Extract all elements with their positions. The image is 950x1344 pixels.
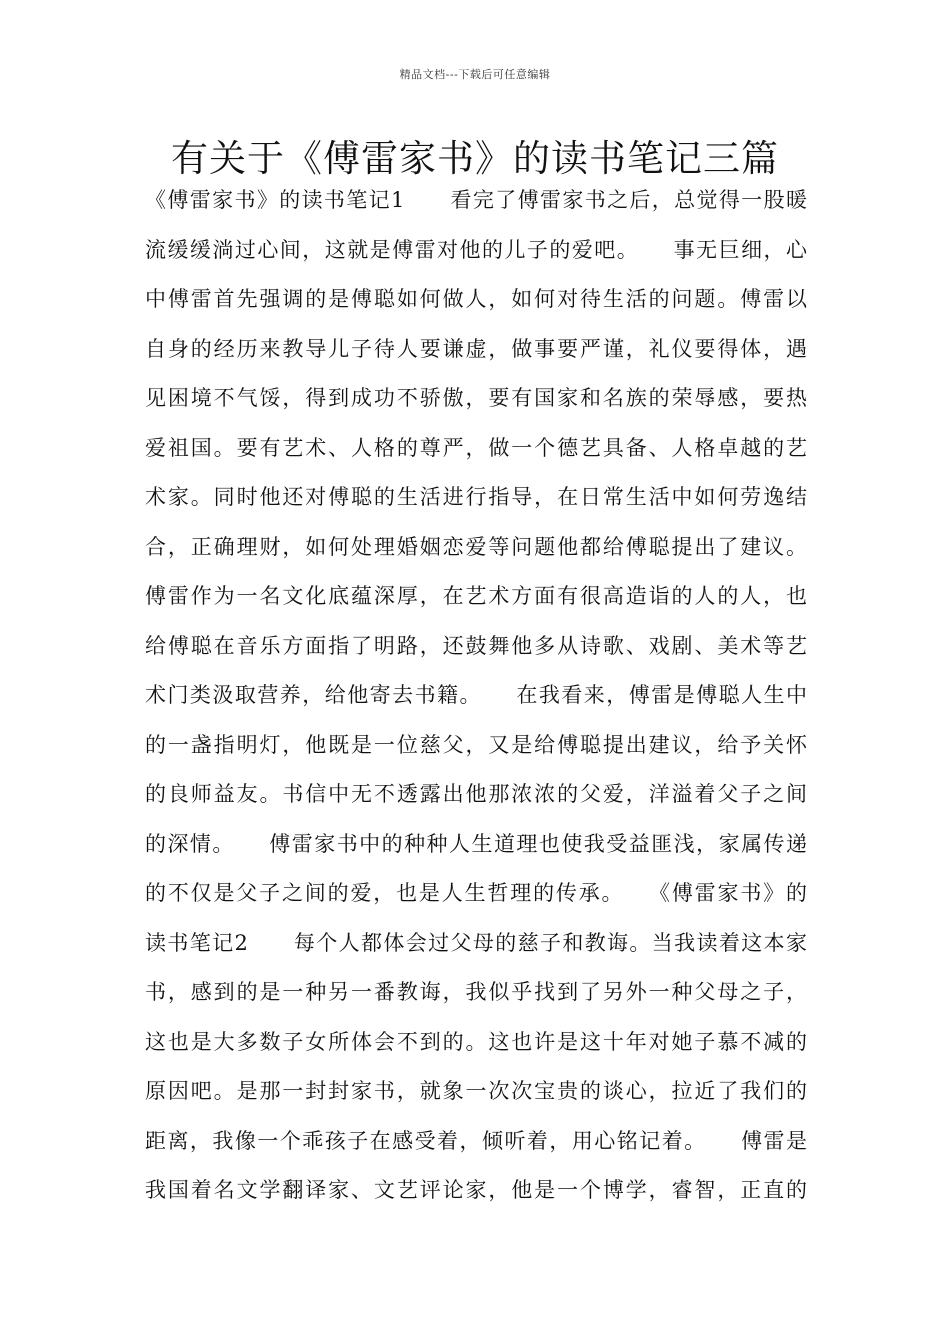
paragraph-line: 傅雷作为一名文化底蕴深厚，在艺术方面有很高造诣的人的人，也 bbox=[145, 584, 807, 608]
paragraph-line: 中傅雷首先强调的是傅聪如何做人，如何对待生活的问题。傅雷以 bbox=[145, 287, 807, 311]
paragraph-line: 书，感到的是一种另一番教诲，我似乎找到了另外一种父母之子， bbox=[145, 980, 807, 1004]
paragraph-line: 流缓缓淌过心间，这就是傅雷对他的儿子的爱吧。 事无巨细，心 bbox=[145, 237, 807, 262]
paragraph-line: 的一盏指明灯，他既是一位慈父，又是给傅聪提出建议，给予关怀 bbox=[145, 732, 807, 757]
paragraph-line: 这也是大多数子女所体会不到的。这也许是这十年对她子慕不减的 bbox=[145, 1029, 807, 1054]
paragraph-line: 距离，我像一个乖孩子在感受着，倾听着，用心铭记着。 傅雷是 bbox=[145, 1128, 807, 1153]
paragraph-line: 的不仅是父子之间的爱，也是人生哲理的传承。 《傅雷家书》的 bbox=[145, 881, 807, 905]
paragraph-line: 《傅雷家书》的读书笔记1 看完了傅雷家书之后，总觉得一股暖 bbox=[145, 188, 807, 212]
document-body bbox=[145, 178, 807, 1218]
paragraph-line: 爱祖国。要有艺术、人格的尊严，做一个德艺具备、人格卓越的艺 bbox=[145, 435, 807, 460]
paragraph-line: 读书笔记2 每个人都体会过父母的慈子和教诲。当我读着这本家 bbox=[145, 930, 807, 955]
paragraph-line: 自身的经历来教导儿子待人要谦虚，做事要严谨，礼仪要得体，遇 bbox=[145, 336, 807, 361]
paragraph-line: 原因吧。是那一封封家书，就象一次次宝贵的谈心，拉近了我们的 bbox=[145, 1079, 807, 1103]
paragraph-line: 见困境不气馁，得到成功不骄傲，要有国家和名族的荣辱感，要热 bbox=[145, 386, 807, 410]
paragraph-line: 的深情。 傅雷家书中的种种人生道理也使我受益匪浅，家属传递 bbox=[145, 831, 807, 856]
paragraph-line: 合，正确理财，如何处理婚姻恋爱等问题他都给傅聪提出了建议。 bbox=[145, 534, 807, 559]
paragraph-line: 我国着名文学翻译家、文艺评论家，他是一个博学，睿智，正直的 bbox=[145, 1178, 807, 1202]
paragraph-line: 的良师益友。书信中无不透露出他那浓浓的父爱，洋溢着父子之间 bbox=[145, 782, 807, 806]
paragraph-line: 术家。同时他还对傅聪的生活进行指导，在日常生活中如何劳逸结 bbox=[145, 485, 807, 509]
paragraph-line: 给傅聪在音乐方面指了明路，还鼓舞他多从诗歌、戏剧、美术等艺 bbox=[145, 633, 807, 658]
header-note: 精品文档---下载后可任意编辑 bbox=[399, 68, 551, 81]
paragraph-line: 术门类汲取营养，给他寄去书籍。 在我看来，傅雷是傅聪人生中 bbox=[145, 683, 807, 707]
document-title: 有关于《傅雷家书》的读书笔记三篇 bbox=[171, 137, 779, 180]
